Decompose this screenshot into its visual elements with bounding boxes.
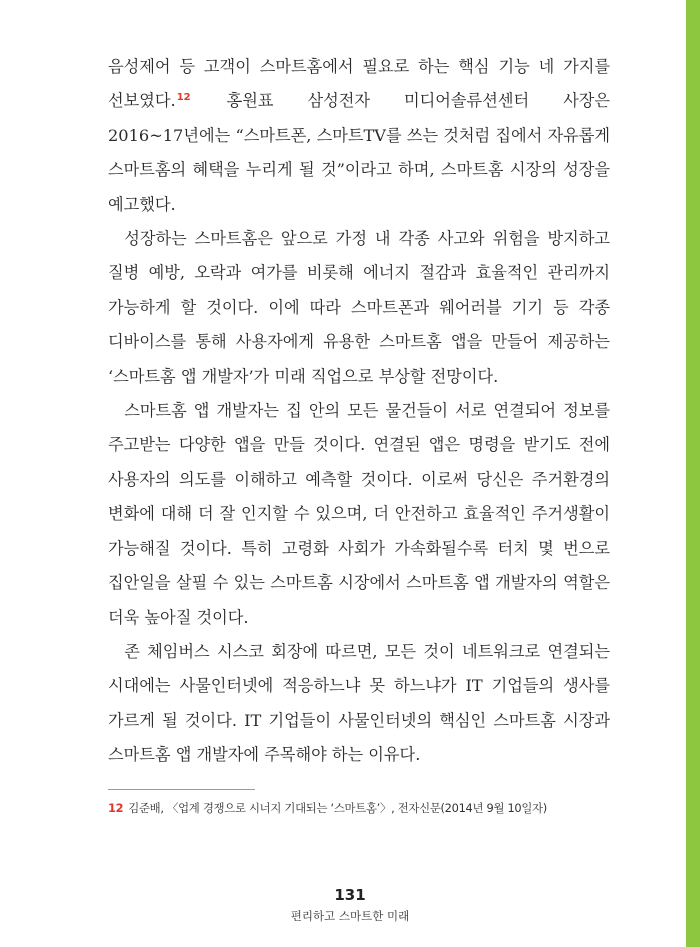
footnote	[108, 799, 618, 817]
paragraph-4: 존 체임버스 시스코 회장에 따르면, 모든 것이 네트워크로 연결되는 시대에는 사물인터넷에 적응하느냐 못 하느냐가 IT 기업들의 생사를 가르게 될 것이다. IT 기업들이 사물인터넷의 핵심인 스마트홈 시장과 스마트홈 앱 개발자에 주목해야 하는 이유다.	[108, 641, 610, 765]
paragraph-2: 성장하는 스마트홈은 앞으로 가정 내 각종 사고와 위험을 방지하고 질병 예방, 오락과 여가를 비롯해 에너지 절감과 효율적인 관리까지 가능하게 할 것이다. 이에 따라 스마트폰과 웨어러블 기기 등 각종 디바이스를 통해 사용자에게 유용한 스마트홈 앱을 만들어 제공하는 ‘스마트홈 앱 개발자’가 미래 직업으로 부상할 전망이다.	[108, 229, 610, 386]
footnote-divider	[108, 789, 255, 790]
footnote-reference-12[interactable]: 12	[176, 92, 191, 104]
page-number: 131	[334, 886, 366, 904]
paragraph-1	[108, 50, 610, 222]
paragraph-1-part-1: 음성제어 등 고객이 스마트홈에서 필요로 하는 핵심 기능 네 가지를 선보였다.	[108, 57, 610, 111]
body-text	[108, 50, 610, 773]
footnote-text: 김준배, 〈업계 경쟁으로 시너지 기대되는 ‘스마트홈’〉, 전자신문(2014년 9월 10일자)	[128, 801, 547, 815]
footnote-number: 12	[108, 801, 124, 815]
running-footer-title: 편리하고 스마트한 미래	[290, 909, 410, 923]
paragraph-3: 스마트홈 앱 개발자는 집 안의 모든 물건들이 서로 연결되어 정보를 주고받는 다양한 앱을 만들 것이다. 연결된 앱은 명령을 받기도 전에 사용자의 의도를 이해하고 예측할 것이다. 이로써 당신은 주거환경의 변화에 대해 더 잘 인지할 수 있으며, 더 안전하고 효율적인 주거생활이 가능해질 것이다. 특히 고령화 사회가 가속화될수록 터치 몇 번으로 집안일을 살필 수 있는 스마트홈 시장에서 스마트홈 앱 개발자의 역할은 더욱 높아질 것이다.	[108, 401, 610, 627]
paragraph-1-part-2: 홍원표 삼성전자 미디어솔류션센터 사장은 2016~17년에는 “스마트폰, 스마트TV를 쓰는 것처럼 집에서 자유롭게 스마트홈의 혜택을 누리게 될 것”이라고 하며, 스마트홈 시장의 성장을 예고했다.	[108, 91, 610, 214]
green-side-strip	[686, 0, 700, 947]
